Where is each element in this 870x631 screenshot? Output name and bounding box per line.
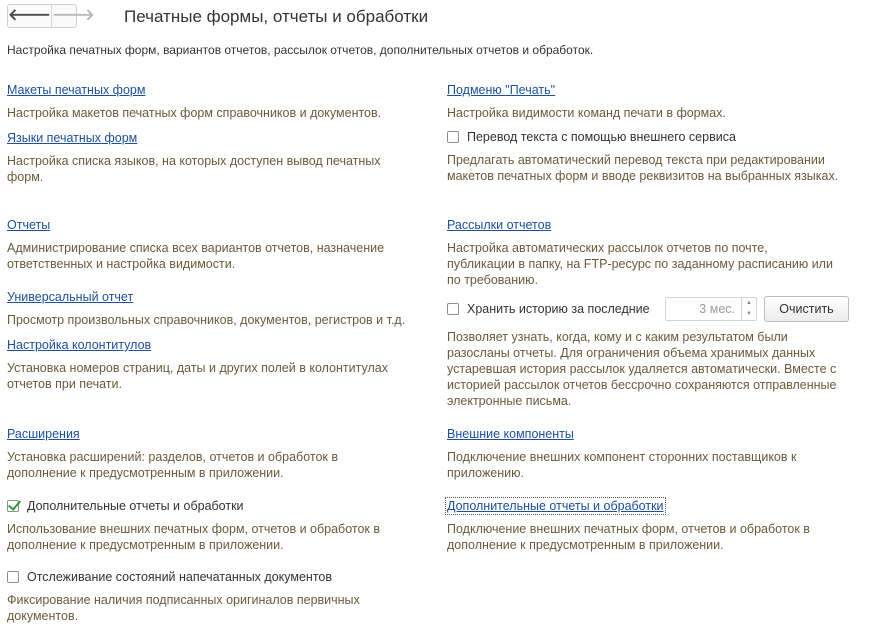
additional-reports-link-desc: Подключение внешних печатных форм, отчетов и обработок в дополнение к предусмотренным в приложении. <box>447 522 810 552</box>
additional-reports-link[interactable]: Дополнительные отчеты и обработки <box>447 499 664 513</box>
print-languages-link[interactable]: Языки печатных форм <box>7 131 138 145</box>
tracking-desc: Фиксирование наличия подписанных оригиналов первичных документов. <box>7 593 360 623</box>
extensions-desc: Установка расширений: разделов, отчетов и обработок в дополнение к предусмотренным в приложении. <box>7 450 338 480</box>
print-submenu-link[interactable]: Подменю "Печать" <box>447 83 556 97</box>
mailings-desc: Настройка автоматических рассылок отчетов по почте, публикации в папку, на FTP-ресурс по заданному расписанию или по требованию. <box>447 241 833 287</box>
print-submenu-desc: Настройка видимости команд печати в формах. <box>447 106 726 120</box>
translation-label: Перевод текста с помощью внешнего сервиса <box>467 130 736 144</box>
forward-button[interactable] <box>52 5 95 27</box>
additional-reports-label: Дополнительные отчеты и обработки <box>27 499 244 513</box>
back-button[interactable] <box>8 5 52 27</box>
chevron-up-icon[interactable]: ▲ <box>746 300 752 306</box>
headers-footers-desc: Установка номеров страниц, даты и других полей в колонтитулах отчетов при печати. <box>7 361 388 391</box>
history-period-value[interactable]: 3 мес. <box>699 302 735 316</box>
mailings-link[interactable]: Рассылки отчетов <box>447 218 552 232</box>
print-languages-desc: Настройка списка языков, на которых доступен вывод печатных форм. <box>7 154 381 184</box>
headers-footers-link[interactable]: Настройка колонтитулов <box>7 338 152 352</box>
history-period-field[interactable] <box>665 297 757 321</box>
translation-desc: Предлагать автоматический перевод текста при редактировании макетов печатных форм и вводе реквизитов на выбранных языках. <box>447 153 839 183</box>
extensions-link[interactable]: Расширения <box>7 427 80 441</box>
external-components-link[interactable]: Внешние компоненты <box>447 427 574 441</box>
additional-reports-desc: Использование внешних печатных форм, отчетов и обработок в дополнение к предусмотренным в приложении. <box>7 522 381 552</box>
translation-option[interactable] <box>447 130 736 144</box>
tracking-label: Отслеживание состояний напечатанных документов <box>27 570 332 584</box>
translation-checkbox[interactable] <box>447 131 459 143</box>
external-components-desc: Подключение внешних компонент сторонних поставщиков к приложению. <box>447 450 797 480</box>
arrow-right-icon: 🡒 <box>51 7 95 24</box>
clear-history-button[interactable]: Очистить <box>764 296 849 322</box>
history-checkbox[interactable] <box>447 303 459 315</box>
arrow-left-icon: 🡐 <box>8 7 51 24</box>
history-desc: Позволяет узнать, когда, кому и с каким результатом были разосланы отчеты. Для ограничения объема хранимых данных устаревшая история рассылок удаляется автоматически. Вместе с историей рассылок отчетов бессрочно сохраняются отправленные электронные письма. <box>447 330 837 408</box>
print-layouts-link[interactable]: Макеты печатных форм <box>7 83 146 97</box>
page-title: Печатные формы, отчеты и обработки <box>124 7 429 26</box>
page-subtitle: Настройка печатных форм, вариантов отчетов, рассылок отчетов, дополнительных отчетов и обработок. <box>7 43 594 57</box>
additional-reports-option[interactable] <box>7 499 244 513</box>
tracking-option[interactable] <box>7 570 332 584</box>
history-label: Хранить историю за последние <box>467 302 650 316</box>
universal-report-desc: Просмотр произвольных справочников, документов, регистров и т.д. <box>7 313 406 327</box>
history-period-stepper[interactable] <box>741 298 756 320</box>
navigation-buttons <box>7 4 95 28</box>
history-option[interactable] <box>447 302 650 316</box>
reports-desc: Администрирование списка всех вариантов отчетов, назначение ответственных и настройка видимости. <box>7 241 385 271</box>
print-layouts-desc: Настройка макетов печатных форм справочников и документов. <box>7 106 382 120</box>
additional-reports-checkbox[interactable] <box>7 500 19 512</box>
universal-report-link[interactable]: Универсальный отчет <box>7 290 134 304</box>
chevron-down-icon[interactable]: ▼ <box>746 311 752 317</box>
tracking-checkbox[interactable] <box>7 571 19 583</box>
reports-link[interactable]: Отчеты <box>7 218 51 232</box>
